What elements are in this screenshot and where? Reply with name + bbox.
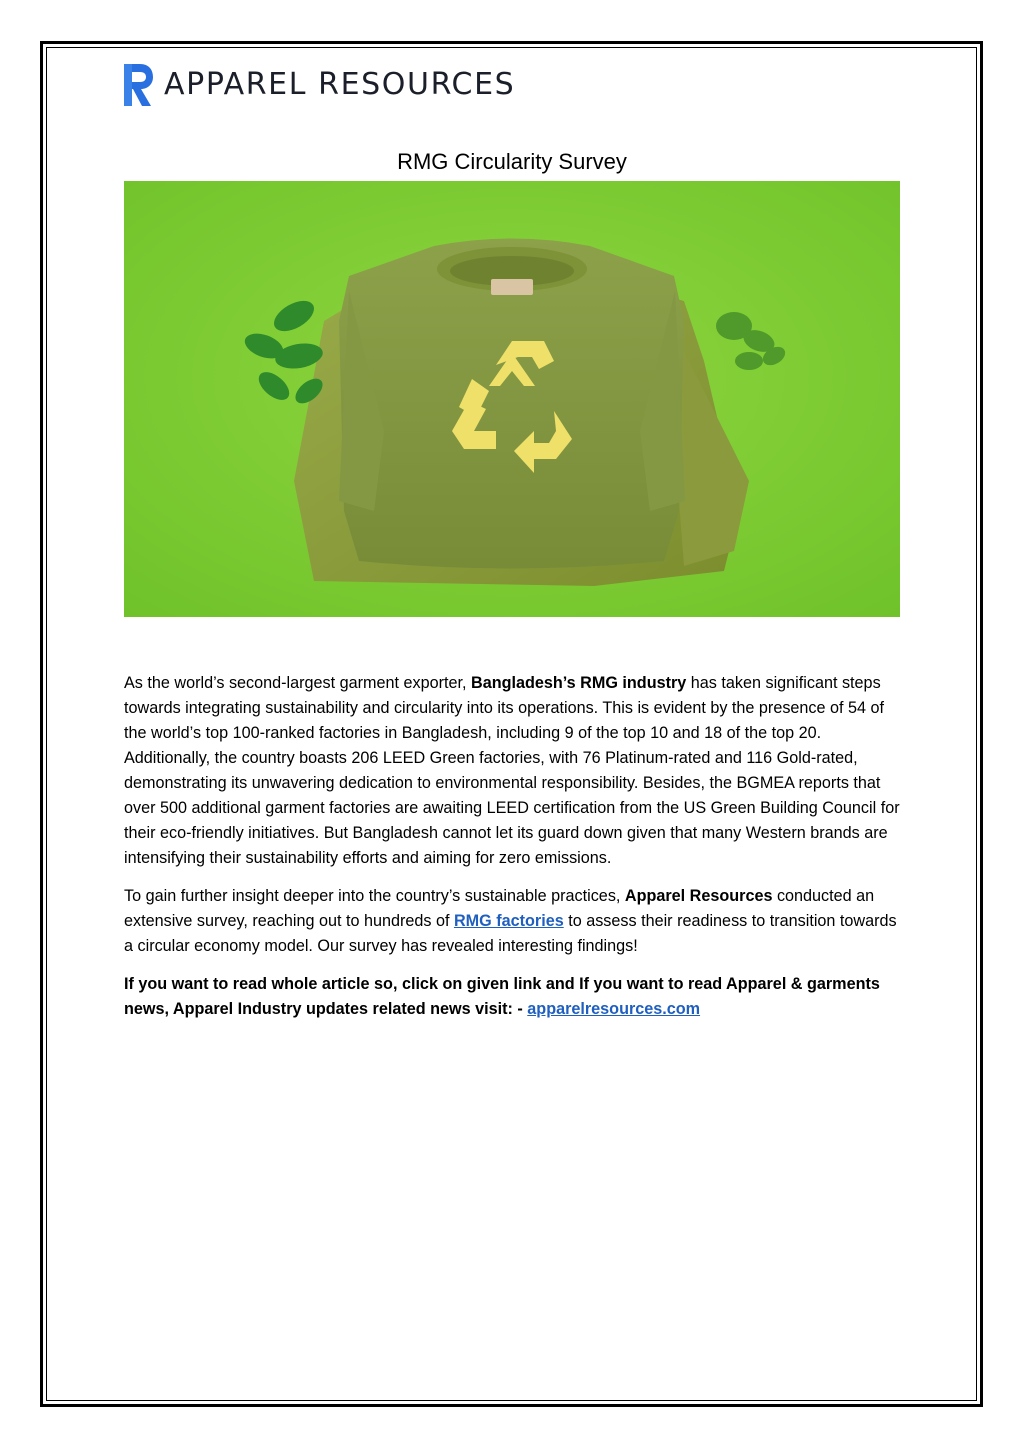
- hero-image: [124, 181, 900, 617]
- p2-text-middle: conducted an extensive survey, reaching out to hundreds of: [124, 887, 875, 930]
- brand-logo: [124, 62, 515, 108]
- paragraph-intro: [124, 671, 904, 871]
- p2-bold-text: Apparel Resources: [624, 887, 773, 905]
- paragraph-survey: [124, 884, 904, 959]
- p3-text: If you want to read whole article so, click on given link and If you want to read Apparel & garments news, Apparel Industry updates related news visit: -: [124, 975, 880, 1018]
- p2-text-after: to assess their readiness to transition towards a circular economy model. Our survey has revealed interesting findings!: [124, 912, 897, 955]
- paragraph-cta: [124, 972, 904, 1022]
- p1-text-before: As the world’s second-largest garment exporter,: [124, 674, 472, 692]
- p2-text-before: To gain further insight deeper into the country’s sustainable practices,: [124, 887, 625, 905]
- page-title: RMG Circularity Survey: [397, 149, 627, 174]
- logo-r-icon: [124, 62, 154, 108]
- rmg-factories-link[interactable]: RMG factories: [453, 912, 564, 930]
- brand-name: APPAREL RESOURCES: [164, 67, 516, 102]
- article-body: [124, 671, 904, 1035]
- p1-bold-text: Bangladesh’s RMG industry: [471, 674, 687, 692]
- p1-text-after: has taken significant steps towards integrating sustainability and circularity into its operations. This is evident by the presence of 54 of the world’s top 100-ranked factories in Bangladesh, including 9 of the top 10 and 18 of the top 20. Additionally, the country boasts 206 LEED Green factories, with 76 Platinum-rated and 116 Gold-rated, demonstrating its unwavering dedication to environmental responsibility. Besides, the BGMEA reports that over 500 additional garment factories are awaiting LEED certification from the US Green Building Council for their eco-friendly initiatives. But Bangladesh cannot let its guard down given that many Western brands are intensifying their sustainability efforts and aiming for zero emissions.: [124, 674, 900, 867]
- apparelresources-link[interactable]: apparelresources.com: [527, 1000, 701, 1018]
